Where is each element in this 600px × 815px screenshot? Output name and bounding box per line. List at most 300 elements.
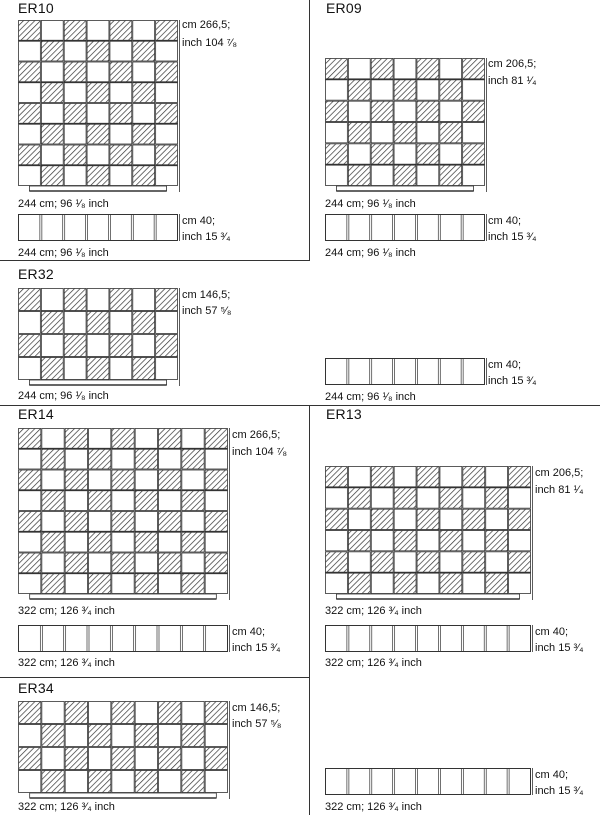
shelf-opening <box>326 573 348 593</box>
base-plinth <box>29 380 166 385</box>
shelf-panel-hatched <box>112 748 134 770</box>
shelf-opening <box>87 21 109 41</box>
width-label: 322 cm; 126 ³⁄₄ inch <box>18 605 115 617</box>
shelf-panel-hatched <box>463 509 485 529</box>
shelf-opening <box>19 358 41 380</box>
shelf-opening <box>182 429 204 449</box>
shelf-opening <box>89 702 111 724</box>
shelf-panel-hatched <box>394 573 416 593</box>
shelf-opening <box>19 449 41 469</box>
shelf-panel-hatched <box>19 429 41 449</box>
shelf-opening <box>64 166 86 186</box>
shelf-panel-hatched <box>42 532 64 552</box>
shelf-panel-hatched <box>41 124 63 144</box>
shelf-opening <box>348 467 370 487</box>
shelf-panel-hatched <box>89 491 111 511</box>
shelf-panel-hatched <box>156 21 178 41</box>
shelf-opening <box>110 124 132 144</box>
shelf-opening <box>182 553 204 573</box>
shelf-opening <box>19 532 41 552</box>
model-er09 <box>310 0 600 260</box>
shelf-opening <box>19 124 41 144</box>
shelf-panel-hatched <box>159 553 181 573</box>
shelf-panel-hatched <box>371 552 393 572</box>
shelf-panel-hatched <box>110 104 132 124</box>
shelf-opening <box>87 289 109 311</box>
shelf-panel-hatched <box>87 83 109 103</box>
height-inch-label: inch 81 ¹⁄₄ <box>535 484 584 496</box>
front-elevation-drawing <box>18 701 228 799</box>
shelf-panel-hatched <box>65 553 87 573</box>
shelf-panel-hatched <box>159 702 181 724</box>
model-code: ER10 <box>18 0 54 16</box>
shelf-panel-hatched <box>64 289 86 311</box>
shelf-panel-hatched <box>110 289 132 311</box>
shelf-panel-hatched <box>89 449 111 469</box>
shelf-panel-hatched <box>89 532 111 552</box>
plan-outline <box>19 626 228 652</box>
height-inch-label: inch 57 ⁵⁄₈ <box>232 718 282 730</box>
shelf-panel-hatched <box>440 531 462 551</box>
shelf-opening <box>159 574 181 594</box>
depth-inch-label: inch 15 ³⁄₄ <box>182 231 231 243</box>
shelf-panel-hatched <box>133 83 155 103</box>
shelf-opening <box>65 771 87 793</box>
shelf-opening <box>463 165 485 185</box>
shelf-panel-hatched <box>87 358 109 380</box>
shelf-panel-hatched <box>110 62 132 82</box>
shelf-opening <box>159 725 181 747</box>
shelf-panel-hatched <box>326 552 348 572</box>
shelf-panel-hatched <box>205 512 227 532</box>
shelf-opening <box>417 573 439 593</box>
depth-cm-label: cm 40; <box>535 769 569 781</box>
shelf-panel-hatched <box>135 725 157 747</box>
shelf-panel-hatched <box>159 429 181 449</box>
shelf-panel-hatched <box>463 144 485 164</box>
width-label: 322 cm; 126 ³⁄₄ inch <box>18 801 115 813</box>
shelf-panel-hatched <box>156 335 178 357</box>
height-cm-label: cm 266,5; <box>232 429 281 441</box>
front-elevation-drawing <box>325 466 531 600</box>
shelf-panel-hatched <box>509 509 531 529</box>
shelf-panel-hatched <box>133 41 155 61</box>
model-er34-plan <box>310 678 600 815</box>
shelf-panel-hatched <box>65 470 87 490</box>
shelf-opening <box>112 574 134 594</box>
shelf-panel-hatched <box>87 312 109 334</box>
shelf-panel-hatched <box>394 123 416 143</box>
shelf-opening <box>417 488 439 508</box>
shelf-opening <box>463 80 485 100</box>
shelf-panel-hatched <box>19 62 41 82</box>
plan-outline <box>326 215 485 241</box>
shelf-opening <box>440 101 462 121</box>
shelf-panel-hatched <box>156 104 178 124</box>
shelf-panel-hatched <box>156 62 178 82</box>
shelf-opening <box>486 552 508 572</box>
plan-width-label: 244 cm; 96 ¹⁄₈ inch <box>325 391 416 403</box>
shelf-opening <box>41 289 63 311</box>
shelf-panel-hatched <box>440 573 462 593</box>
shelf-opening <box>89 553 111 573</box>
model-er32-plan <box>310 261 600 405</box>
shelf-opening <box>41 62 63 82</box>
shelf-opening <box>486 467 508 487</box>
height-cm-label: cm 206,5; <box>488 58 537 70</box>
shelf-panel-hatched <box>110 21 132 41</box>
shelf-opening <box>394 59 416 79</box>
depth-inch-label: inch 15 ³⁄₄ <box>535 785 584 797</box>
shelf-panel-hatched <box>64 335 86 357</box>
shelf-panel-hatched <box>348 165 370 185</box>
shelf-panel-hatched <box>42 574 64 594</box>
depth-cm-label: cm 40; <box>182 215 216 227</box>
shelf-opening <box>205 491 227 511</box>
shelf-opening <box>42 429 64 449</box>
shelf-panel-hatched <box>19 335 41 357</box>
width-label: 244 cm; 96 ¹⁄₈ inch <box>325 198 416 210</box>
shelf-panel-hatched <box>463 101 485 121</box>
model-code: ER34 <box>18 680 54 696</box>
plan-view-drawing <box>325 214 485 241</box>
shelf-opening <box>133 335 155 357</box>
model-code: ER13 <box>326 406 362 422</box>
shelf-opening <box>371 80 393 100</box>
shelf-panel-hatched <box>371 59 393 79</box>
shelf-opening <box>348 101 370 121</box>
shelf-panel-hatched <box>417 552 439 572</box>
shelf-panel-hatched <box>41 83 63 103</box>
depth-cm-label: cm 40; <box>488 359 522 371</box>
shelf-opening <box>509 573 531 593</box>
model-er14 <box>0 406 309 677</box>
shelf-opening <box>417 531 439 551</box>
width-label: 244 cm; 96 ¹⁄₈ inch <box>18 198 109 210</box>
height-inch-label: inch 104 ⁷⁄₈ <box>232 446 288 458</box>
base-plinth <box>336 186 473 191</box>
shelf-opening <box>440 552 462 572</box>
shelf-panel-hatched <box>112 512 134 532</box>
shelf-panel-hatched <box>64 145 86 165</box>
shelf-panel-hatched <box>135 771 157 793</box>
shelf-panel-hatched <box>463 552 485 572</box>
shelf-panel-hatched <box>42 771 64 793</box>
shelf-opening <box>417 80 439 100</box>
shelf-panel-hatched <box>394 488 416 508</box>
shelf-opening <box>394 467 416 487</box>
shelf-panel-hatched <box>348 488 370 508</box>
shelf-panel-hatched <box>135 574 157 594</box>
shelf-panel-hatched <box>326 59 348 79</box>
shelf-opening <box>394 144 416 164</box>
shelf-opening <box>159 771 181 793</box>
plan-outline <box>326 359 485 385</box>
shelf-opening <box>64 312 86 334</box>
shelf-panel-hatched <box>64 104 86 124</box>
shelf-opening <box>326 531 348 551</box>
shelf-opening <box>41 104 63 124</box>
shelf-opening <box>19 771 41 793</box>
shelf-panel-hatched <box>205 702 227 724</box>
shelf-opening <box>42 470 64 490</box>
shelf-opening <box>440 467 462 487</box>
shelf-panel-hatched <box>394 165 416 185</box>
shelf-opening <box>89 748 111 770</box>
shelf-opening <box>326 80 348 100</box>
shelf-panel-hatched <box>65 702 87 724</box>
shelf-opening <box>463 573 485 593</box>
shelf-panel-hatched <box>133 312 155 334</box>
shelf-panel-hatched <box>19 748 41 770</box>
model-code: ER09 <box>326 0 362 16</box>
shelf-panel-hatched <box>509 552 531 572</box>
plan-outline <box>326 626 531 652</box>
shelf-opening <box>348 144 370 164</box>
shelf-panel-hatched <box>41 41 63 61</box>
shelf-opening <box>135 470 157 490</box>
front-elevation-drawing <box>18 288 178 386</box>
plan-width-label: 244 cm; 96 ¹⁄₈ inch <box>325 247 416 259</box>
shelf-opening <box>205 725 227 747</box>
shelf-opening <box>440 509 462 529</box>
shelf-opening <box>65 532 87 552</box>
shelf-panel-hatched <box>87 166 109 186</box>
model-code: ER14 <box>18 406 54 422</box>
shelf-panel-hatched <box>348 123 370 143</box>
shelf-opening <box>159 491 181 511</box>
shelf-panel-hatched <box>463 59 485 79</box>
shelf-opening <box>348 59 370 79</box>
plan-view-drawing <box>325 625 531 652</box>
shelf-panel-hatched <box>463 467 485 487</box>
shelf-opening <box>87 145 109 165</box>
shelf-opening <box>65 449 87 469</box>
shelf-opening <box>463 123 485 143</box>
shelf-panel-hatched <box>19 470 41 490</box>
shelf-opening <box>87 62 109 82</box>
shelf-opening <box>371 488 393 508</box>
shelf-panel-hatched <box>417 59 439 79</box>
shelf-opening <box>110 41 132 61</box>
shelf-panel-hatched <box>89 725 111 747</box>
shelf-panel-hatched <box>182 449 204 469</box>
shelf-opening <box>486 509 508 529</box>
shelf-panel-hatched <box>394 80 416 100</box>
shelf-opening <box>417 123 439 143</box>
shelf-opening <box>65 574 87 594</box>
shelf-opening <box>87 104 109 124</box>
shelf-panel-hatched <box>135 449 157 469</box>
shelf-opening <box>135 553 157 573</box>
model-er32 <box>0 261 309 405</box>
shelf-opening <box>156 83 178 103</box>
shelf-opening <box>42 553 64 573</box>
shelf-panel-hatched <box>326 467 348 487</box>
shelf-opening <box>42 512 64 532</box>
shelf-opening <box>110 312 132 334</box>
shelf-panel-hatched <box>326 101 348 121</box>
shelf-opening <box>64 83 86 103</box>
front-elevation-drawing <box>18 20 178 192</box>
plan-view-drawing <box>325 358 485 385</box>
shelf-panel-hatched <box>112 702 134 724</box>
shelf-panel-hatched <box>440 165 462 185</box>
shelf-opening <box>112 491 134 511</box>
shelf-opening <box>135 512 157 532</box>
shelf-opening <box>509 531 531 551</box>
shelf-opening <box>19 574 41 594</box>
shelf-panel-hatched <box>64 62 86 82</box>
base-plinth <box>30 594 217 599</box>
shelf-opening <box>19 725 41 747</box>
shelf-panel-hatched <box>159 512 181 532</box>
shelf-opening <box>110 358 132 380</box>
shelf-opening <box>348 509 370 529</box>
shelf-panel-hatched <box>371 144 393 164</box>
shelf-opening <box>205 532 227 552</box>
shelf-panel-hatched <box>87 124 109 144</box>
shelf-opening <box>112 771 134 793</box>
shelf-opening <box>89 470 111 490</box>
shelf-panel-hatched <box>509 467 531 487</box>
shelf-panel-hatched <box>64 21 86 41</box>
shelf-panel-hatched <box>19 21 41 41</box>
shelf-panel-hatched <box>348 531 370 551</box>
shelf-panel-hatched <box>65 512 87 532</box>
shelf-panel-hatched <box>205 429 227 449</box>
shelf-opening <box>19 312 41 334</box>
shelf-opening <box>41 145 63 165</box>
shelf-opening <box>156 166 178 186</box>
shelf-opening <box>41 21 63 41</box>
shelf-panel-hatched <box>65 748 87 770</box>
front-elevation-drawing <box>325 58 485 192</box>
shelf-opening <box>42 748 64 770</box>
plan-outline <box>326 769 531 795</box>
depth-inch-label: inch 15 ³⁄₄ <box>488 231 537 243</box>
shelf-opening <box>205 771 227 793</box>
shelf-panel-hatched <box>156 145 178 165</box>
height-inch-label: inch 81 ¹⁄₄ <box>488 75 537 87</box>
shelf-panel-hatched <box>156 289 178 311</box>
shelf-opening <box>41 335 63 357</box>
shelf-opening <box>156 124 178 144</box>
shelf-opening <box>112 449 134 469</box>
shelf-opening <box>135 702 157 724</box>
shelf-panel-hatched <box>42 725 64 747</box>
shelf-opening <box>371 165 393 185</box>
shelf-panel-hatched <box>182 574 204 594</box>
width-label: 322 cm; 126 ³⁄₄ inch <box>325 605 422 617</box>
shelf-panel-hatched <box>89 574 111 594</box>
shelf-opening <box>65 725 87 747</box>
shelf-panel-hatched <box>19 702 41 724</box>
shelf-opening <box>87 335 109 357</box>
shelf-panel-hatched <box>19 104 41 124</box>
shelf-opening <box>133 145 155 165</box>
depth-cm-label: cm 40; <box>232 626 266 638</box>
shelf-opening <box>133 289 155 311</box>
shelf-panel-hatched <box>326 144 348 164</box>
shelf-panel-hatched <box>110 335 132 357</box>
shelf-opening <box>205 449 227 469</box>
shelf-opening <box>182 702 204 724</box>
height-cm-label: cm 266,5; <box>182 19 231 31</box>
shelf-opening <box>371 123 393 143</box>
shelf-panel-hatched <box>486 573 508 593</box>
shelf-panel-hatched <box>112 553 134 573</box>
shelf-panel-hatched <box>417 467 439 487</box>
shelf-panel-hatched <box>42 449 64 469</box>
shelf-panel-hatched <box>371 509 393 529</box>
shelf-panel-hatched <box>41 312 63 334</box>
plan-view-drawing <box>325 768 531 795</box>
shelf-opening <box>156 358 178 380</box>
shelf-panel-hatched <box>440 123 462 143</box>
front-elevation-drawing <box>18 428 228 600</box>
shelf-panel-hatched <box>19 145 41 165</box>
shelf-opening <box>89 512 111 532</box>
shelf-panel-hatched <box>182 771 204 793</box>
shelf-panel-hatched <box>205 470 227 490</box>
base-plinth <box>29 186 166 191</box>
shelf-opening <box>156 41 178 61</box>
shelf-opening <box>19 166 41 186</box>
shelf-opening <box>463 488 485 508</box>
shelf-panel-hatched <box>159 470 181 490</box>
shelf-panel-hatched <box>133 358 155 380</box>
shelf-opening <box>509 488 531 508</box>
shelf-panel-hatched <box>42 491 64 511</box>
shelf-opening <box>135 429 157 449</box>
shelf-opening <box>348 552 370 572</box>
shelf-opening <box>19 491 41 511</box>
shelf-panel-hatched <box>486 488 508 508</box>
shelf-panel-hatched <box>182 491 204 511</box>
shelf-opening <box>65 491 87 511</box>
shelf-opening <box>440 144 462 164</box>
shelf-opening <box>182 748 204 770</box>
shelf-opening <box>394 552 416 572</box>
shelf-panel-hatched <box>41 358 63 380</box>
width-label: 244 cm; 96 ¹⁄₈ inch <box>18 390 109 402</box>
shelf-opening <box>326 123 348 143</box>
shelf-panel-hatched <box>182 725 204 747</box>
shelf-opening <box>326 488 348 508</box>
height-inch-label: inch 104 ⁷⁄₈ <box>182 37 238 49</box>
shelf-opening <box>64 41 86 61</box>
base-plinth <box>30 793 217 798</box>
shelf-panel-hatched <box>417 144 439 164</box>
shelf-panel-hatched <box>87 41 109 61</box>
shelf-opening <box>326 165 348 185</box>
shelf-panel-hatched <box>371 101 393 121</box>
shelf-opening <box>133 21 155 41</box>
shelf-panel-hatched <box>159 748 181 770</box>
shelf-panel-hatched <box>348 80 370 100</box>
shelf-panel-hatched <box>19 553 41 573</box>
shelf-panel-hatched <box>135 491 157 511</box>
plan-width-label: 322 cm; 126 ³⁄₄ inch <box>18 657 115 669</box>
shelf-panel-hatched <box>394 531 416 551</box>
shelf-opening <box>417 165 439 185</box>
height-cm-label: cm 206,5; <box>535 467 584 479</box>
shelf-opening <box>19 41 41 61</box>
shelf-panel-hatched <box>486 531 508 551</box>
plan-width-label: 322 cm; 126 ³⁄₄ inch <box>325 801 422 813</box>
shelf-opening <box>394 509 416 529</box>
